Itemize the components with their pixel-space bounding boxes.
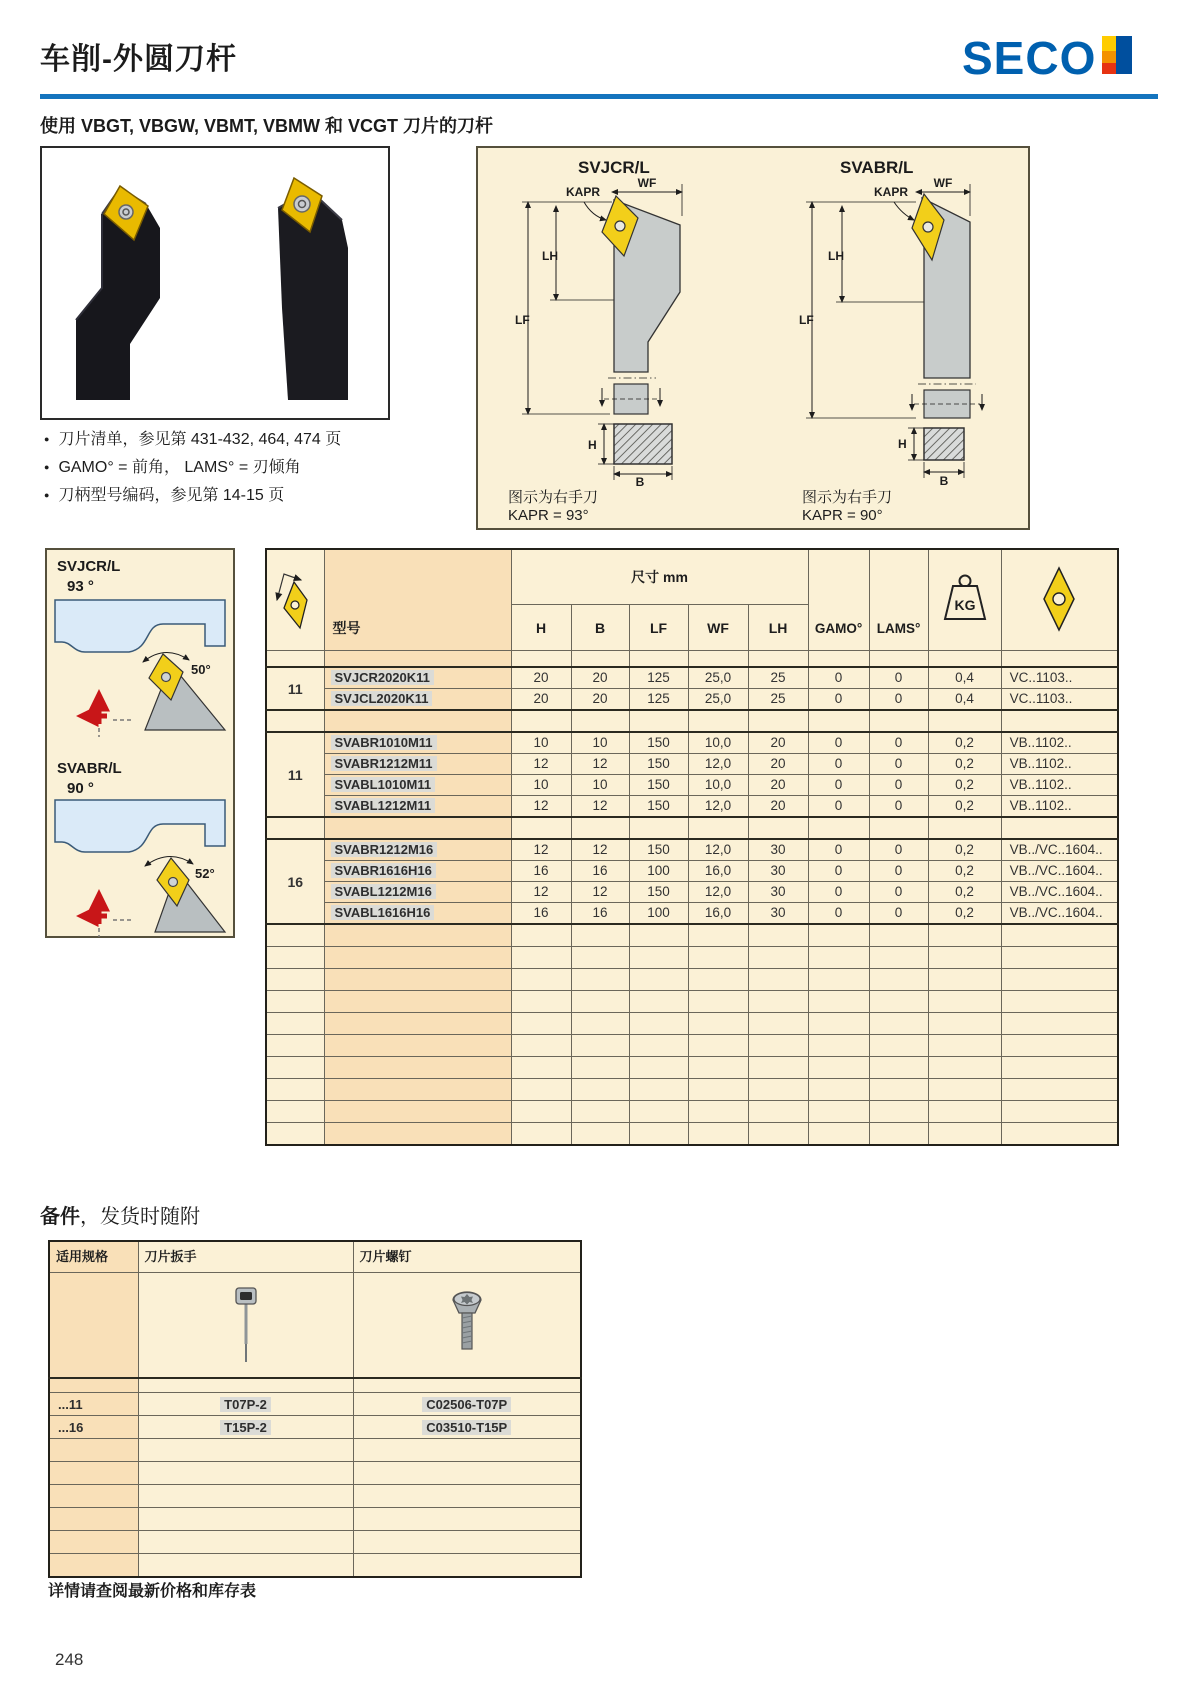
cell: 125 — [629, 667, 688, 689]
screw-cell — [353, 1393, 581, 1416]
insert-ref-cell: VB../VC..1604.. — [1001, 861, 1118, 882]
cell: 0 — [808, 861, 869, 882]
kapr-note-right: KAPR = 90° — [802, 507, 883, 524]
diagram-title-svabr: SVABR/L — [840, 158, 914, 177]
cell: 0 — [869, 796, 928, 818]
cell: 20 — [511, 689, 571, 711]
sidebar-angle-93: 93 ° — [67, 578, 94, 595]
table-row — [266, 732, 1118, 754]
insert-shape-icon — [266, 549, 324, 651]
brand-logo-text: SECO — [962, 32, 1097, 84]
dimension-diagram-box — [476, 146, 1030, 530]
price-availability-footnote: 详情请查阅最新价格和库存表 — [48, 1583, 257, 1600]
dim-label-kapr: KAPR — [566, 185, 601, 199]
cell: 10 — [511, 732, 571, 754]
col-header-lf: LF — [629, 605, 688, 651]
cell: 16,0 — [688, 903, 748, 925]
cell: 125 — [629, 689, 688, 711]
kg-label: KG — [954, 596, 976, 613]
screw-code: C02506-T07P — [422, 1397, 511, 1412]
accessories-title-bold: 备件 — [40, 1206, 80, 1228]
cell: 25,0 — [688, 689, 748, 711]
cell: 16 — [571, 861, 629, 882]
empty-row — [266, 924, 1118, 947]
cell: 12,0 — [688, 882, 748, 903]
model-name: SVABR1212M16 — [331, 842, 438, 857]
cell: 150 — [629, 796, 688, 818]
table-row — [266, 689, 1118, 711]
model-name: SVABL1212M16 — [331, 884, 436, 899]
wrench-code: T15P-2 — [220, 1420, 271, 1435]
wrench-code: T07P-2 — [220, 1397, 271, 1412]
svjcr-dimension-drawing — [514, 172, 744, 488]
cell: 0 — [869, 732, 928, 754]
cell: 150 — [629, 775, 688, 796]
product-table — [265, 548, 1119, 1146]
cell: 20 — [571, 689, 629, 711]
cell: 12,0 — [688, 754, 748, 775]
cell: 20 — [748, 732, 808, 754]
insert-angle-label: 50° — [191, 662, 211, 677]
cell: 0 — [808, 732, 869, 754]
cell: 25 — [748, 667, 808, 689]
toolholder-photo-illustration — [42, 148, 388, 418]
torx-wrench-icon — [138, 1273, 353, 1379]
model-cell — [324, 667, 511, 689]
brand-logo — [962, 32, 1132, 84]
table-row — [266, 861, 1118, 882]
cell: 16 — [571, 903, 629, 925]
dim-label-lf: LF — [515, 313, 530, 327]
col-header-lh: LH — [748, 605, 808, 651]
brand-logo-mark-icon — [1102, 36, 1132, 74]
cell: 10 — [571, 732, 629, 754]
hand-note-right: 图示为右手刀 — [802, 489, 893, 506]
cell: 20 — [511, 667, 571, 689]
cell: 25 — [748, 689, 808, 711]
cell: 150 — [629, 732, 688, 754]
cell: 12 — [511, 882, 571, 903]
model-cell — [324, 861, 511, 882]
empty-row — [49, 1508, 581, 1531]
cell: 16 — [511, 861, 571, 882]
model-name: SVABL1010M11 — [331, 777, 436, 792]
cell: 0 — [869, 839, 928, 861]
cell: 0,4 — [928, 667, 1001, 689]
dim-label-lh: LH — [828, 249, 844, 263]
cell: 0,2 — [928, 732, 1001, 754]
accessory-image-row — [49, 1273, 581, 1379]
cell: 10 — [511, 775, 571, 796]
accessories-title — [40, 1200, 200, 1229]
cell: 20 — [571, 667, 629, 689]
cell: 12 — [571, 882, 629, 903]
spacer-row — [266, 651, 1118, 668]
empty-row — [49, 1439, 581, 1462]
empty-row — [49, 1554, 581, 1578]
table-row — [266, 775, 1118, 796]
cell: 0 — [869, 667, 928, 689]
cell: 16,0 — [688, 861, 748, 882]
accessory-row — [49, 1393, 581, 1416]
lams-column-header: LAMS° — [869, 549, 928, 651]
cell: 0,2 — [928, 882, 1001, 903]
table-row — [266, 903, 1118, 925]
empty-row — [266, 1035, 1118, 1057]
empty-row — [266, 947, 1118, 969]
cell: 0,2 — [928, 775, 1001, 796]
cell: 0,2 — [928, 796, 1001, 818]
model-cell — [324, 689, 511, 711]
insert-ref-cell: VC..1103.. — [1001, 667, 1118, 689]
cell: 0 — [808, 796, 869, 818]
accessories-table — [48, 1240, 582, 1578]
accessories-title-rest: ，发货时随附 — [80, 1206, 200, 1228]
page-number: 248 — [55, 1650, 84, 1669]
model-cell — [324, 839, 511, 861]
header-rule — [40, 94, 1158, 99]
empty-row — [266, 1013, 1118, 1035]
cell: 12 — [571, 839, 629, 861]
spacer-row — [49, 1378, 581, 1393]
separator-row — [266, 710, 1118, 732]
cell: 30 — [748, 861, 808, 882]
dim-label-h: H — [898, 437, 907, 451]
cell: 100 — [629, 861, 688, 882]
cell: 0 — [869, 903, 928, 925]
col-header-b: B — [571, 605, 629, 651]
cell: 0 — [808, 667, 869, 689]
cell: 0 — [808, 903, 869, 925]
cell: 150 — [629, 882, 688, 903]
wrench-cell — [138, 1416, 353, 1439]
cell: 0 — [869, 882, 928, 903]
empty-row — [266, 1101, 1118, 1123]
empty-row — [266, 969, 1118, 991]
table-header-row — [266, 549, 1118, 605]
insert-ref-cell: VB..1102.. — [1001, 732, 1118, 754]
cell: 20 — [748, 796, 808, 818]
cell: 30 — [748, 903, 808, 925]
model-cell — [324, 732, 511, 754]
insert-ref-cell: VB../VC..1604.. — [1001, 882, 1118, 903]
cell: 0 — [808, 754, 869, 775]
empty-row — [266, 1123, 1118, 1146]
dim-label-b: B — [635, 475, 645, 488]
col-header-h: H — [511, 605, 571, 651]
cell: 12 — [571, 754, 629, 775]
wrench-column-header: 刀片扳手 — [138, 1241, 353, 1273]
size-group-label: 16 — [266, 839, 324, 924]
gamo-column-header: GAMO° — [808, 549, 869, 651]
model-name: SVABR1010M11 — [331, 735, 437, 750]
cell: 0 — [869, 689, 928, 711]
list-item: ● 刀柄型号编码，参见第 14-15 页 — [44, 482, 341, 505]
table-row — [266, 754, 1118, 775]
dim-label-wf: WF — [637, 176, 657, 190]
spec-cell: ...11 — [49, 1393, 138, 1416]
empty-row — [266, 1057, 1118, 1079]
empty-row — [266, 1079, 1118, 1101]
empty-row — [266, 991, 1118, 1013]
page-subtitle: 使用 VBGT, VBGW, VBMT, VBMW 和 VCGT 刀片的刀杆 — [40, 116, 494, 136]
empty-row — [49, 1531, 581, 1554]
svjcr-application-drawing — [53, 598, 231, 738]
empty-row — [49, 1485, 581, 1508]
cell: 0 — [808, 775, 869, 796]
product-photo — [40, 146, 390, 420]
cell: 12 — [511, 839, 571, 861]
cell: 25,0 — [688, 667, 748, 689]
model-name: SVABL1616H16 — [331, 905, 435, 920]
hand-note-left: 图示为右手刀 — [508, 489, 599, 506]
svabr-dimension-drawing — [798, 172, 1028, 488]
diagram-title-svjcr: SVJCR/L — [578, 158, 650, 177]
cell: 150 — [629, 839, 688, 861]
sidebar-model-svjcr: SVJCR/L — [57, 558, 121, 575]
cell: 0 — [808, 839, 869, 861]
insert-ref-cell: VC..1103.. — [1001, 689, 1118, 711]
svabr-application-drawing — [53, 798, 231, 938]
model-cell — [324, 903, 511, 925]
cell: 0 — [869, 861, 928, 882]
dim-label-h: H — [588, 438, 597, 452]
cell: 16 — [511, 903, 571, 925]
cell: 0,2 — [928, 754, 1001, 775]
table-row — [266, 667, 1118, 689]
model-name: SVJCL2020K11 — [331, 691, 433, 706]
model-name: SVABR1616H16 — [331, 863, 436, 878]
dim-label-lf: LF — [799, 313, 814, 327]
insert-ref-cell: VB../VC..1604.. — [1001, 839, 1118, 861]
cell: 12 — [511, 754, 571, 775]
table-header-row — [49, 1241, 581, 1273]
cell: 0,4 — [928, 689, 1001, 711]
application-diagram-box — [45, 548, 235, 938]
model-column-header: 型号 — [324, 549, 511, 651]
cell: 12 — [571, 796, 629, 818]
table-row — [266, 796, 1118, 818]
insert-angle-label: 52° — [195, 866, 215, 881]
empty-row — [49, 1462, 581, 1485]
kapr-note-left: KAPR = 93° — [508, 507, 589, 524]
model-name: SVJCR2020K11 — [331, 670, 434, 685]
model-cell — [324, 754, 511, 775]
insert-screw-icon — [353, 1273, 581, 1379]
cell: 0 — [808, 882, 869, 903]
cell: 0,2 — [928, 839, 1001, 861]
table-row — [266, 882, 1118, 903]
list-item: ● 刀片清单，参见第 431-432, 464, 474 页 — [44, 426, 341, 449]
cell: 0 — [869, 775, 928, 796]
cell: 12,0 — [688, 796, 748, 818]
cell: 10,0 — [688, 732, 748, 754]
spec-cell: ...16 — [49, 1416, 138, 1439]
size-group-label: 11 — [266, 732, 324, 817]
cell: 150 — [629, 754, 688, 775]
notes-list — [44, 426, 341, 510]
insert-ref-cell: VB..1102.. — [1001, 754, 1118, 775]
page-title: 车削-外圆刀杆 — [40, 43, 237, 76]
cell: 0 — [869, 754, 928, 775]
separator-row — [266, 817, 1118, 839]
cell: 20 — [748, 775, 808, 796]
table-row — [266, 839, 1118, 861]
cell: 100 — [629, 903, 688, 925]
sidebar-model-svabr: SVABR/L — [57, 760, 122, 777]
cell: 0 — [808, 689, 869, 711]
spec-column-header: 适用规格 — [49, 1241, 138, 1273]
insert-ref-cell: VB../VC..1604.. — [1001, 903, 1118, 925]
cell: 0,2 — [928, 903, 1001, 925]
wrench-cell — [138, 1393, 353, 1416]
weight-kg-icon — [928, 549, 1001, 651]
insert-ref-cell: VB..1102.. — [1001, 775, 1118, 796]
accessory-row — [49, 1416, 581, 1439]
screw-column-header: 刀片螺钉 — [353, 1241, 581, 1273]
model-cell — [324, 882, 511, 903]
cell: 30 — [748, 882, 808, 903]
size-group-label: 11 — [266, 667, 324, 710]
cell: 12,0 — [688, 839, 748, 861]
model-name: SVABL1212M11 — [331, 798, 436, 813]
dim-label-wf: WF — [933, 176, 953, 190]
insert-ref-cell: VB..1102.. — [1001, 796, 1118, 818]
model-name: SVABR1212M11 — [331, 756, 437, 771]
cell: 10 — [571, 775, 629, 796]
cell: 20 — [748, 754, 808, 775]
col-header-wf: WF — [688, 605, 748, 651]
cell: 30 — [748, 839, 808, 861]
list-item: ● GAMO° = 前角， LAMS° = 刃倾角 — [44, 454, 341, 477]
cell: 10,0 — [688, 775, 748, 796]
insert-icon — [1001, 549, 1118, 651]
model-cell — [324, 775, 511, 796]
cell: 12 — [511, 796, 571, 818]
dimensions-header: 尺寸 mm — [511, 549, 808, 605]
sidebar-angle-90: 90 ° — [67, 780, 94, 797]
dim-label-b: B — [939, 474, 949, 488]
dim-label-lh: LH — [542, 249, 558, 263]
screw-cell — [353, 1416, 581, 1439]
screw-code: C03510-T15P — [422, 1420, 511, 1435]
dim-label-kapr: KAPR — [874, 185, 909, 199]
model-cell — [324, 796, 511, 818]
cell: 0,2 — [928, 861, 1001, 882]
